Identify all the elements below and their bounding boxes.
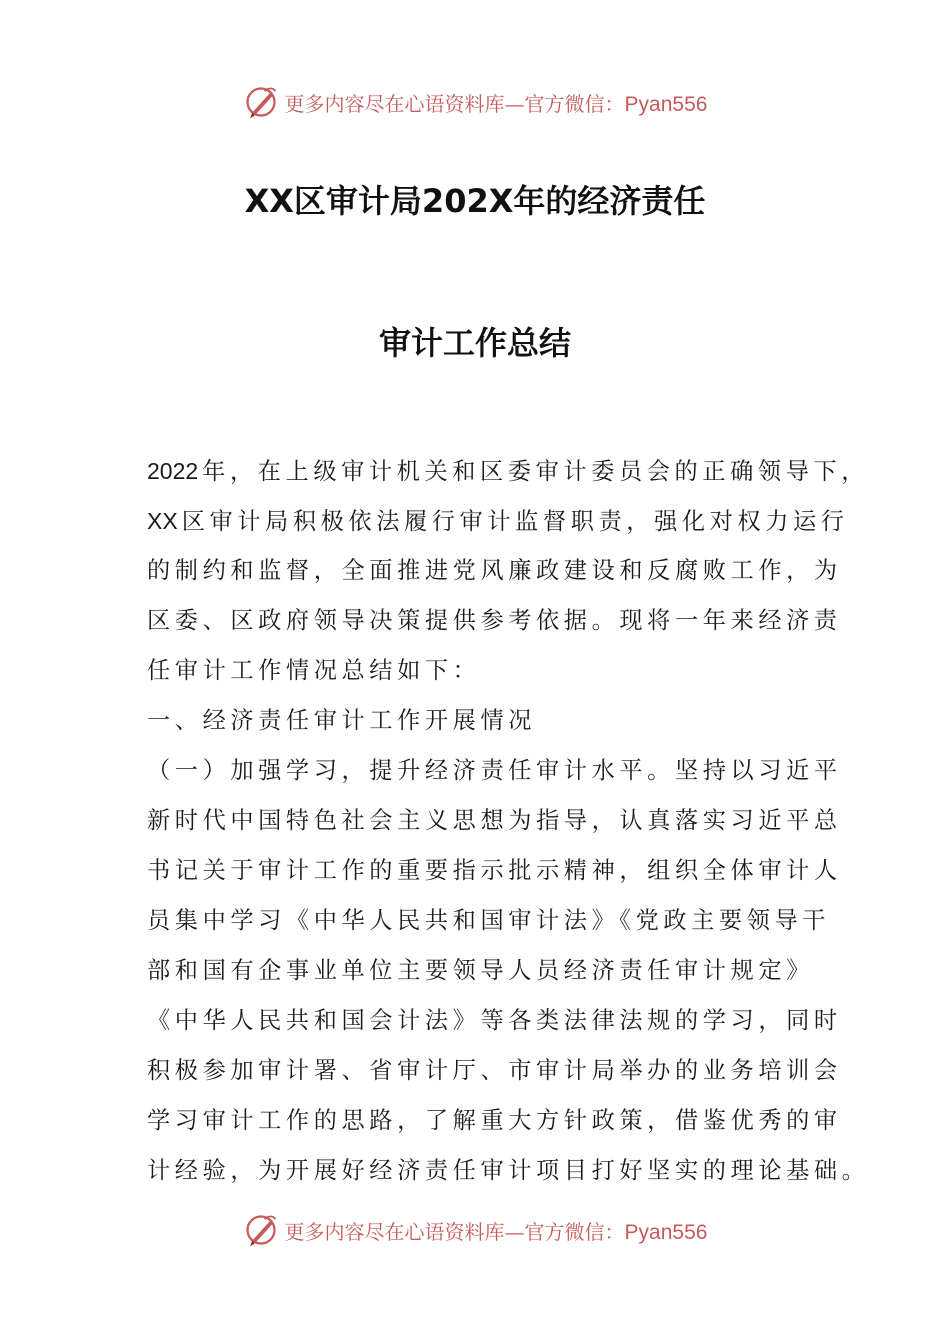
document-body [147, 446, 870, 1196]
body-line: 书记关于审计工作的重要指示批示精神，组织全体审计人 [147, 857, 842, 884]
pen-logo-icon [243, 84, 279, 120]
watermark-text: 更多内容尽在心语资料库—官方微信：Pyan556 [284, 1219, 708, 1244]
body-line: （一）加强学习，提升经济责任审计水平。坚持以习近平 [147, 757, 842, 784]
watermark-banner-bottom [0, 1208, 950, 1252]
watermark-text: 更多内容尽在心语资料库—官方微信：Pyan556 [284, 91, 708, 116]
body-line: 学习审计工作的思路，了解重大方针政策，借鉴优秀的审 [147, 1107, 842, 1134]
body-line: 2022 年，在上级审计机关和区委审计委员会的正确领导下， [147, 458, 870, 485]
body-line: 的制约和监督，全面推进党风廉政建设和反腐败工作，为 [147, 557, 842, 584]
body-line: 《中华人民共和国会计法》等各类法律法规的学习，同时 [147, 1007, 842, 1034]
body-line: 新时代中国特色社会主义思想为指导，认真落实习近平总 [147, 807, 842, 834]
body-line: 积极参加审计署、省审计厅、市审计局举办的业务培训会 [147, 1057, 842, 1084]
watermark-banner-top [0, 80, 950, 124]
body-line: 任审计工作情况总结如下： [147, 657, 481, 684]
page-title-line-2: 审计工作总结 [378, 324, 571, 362]
body-line: 计经验，为开展好经济责任审计项目打好坚实的理论基础。 [147, 1157, 870, 1184]
pen-logo-icon [243, 1212, 279, 1248]
body-line: 区委、区政府领导决策提供参考依据。现将一年来经济责 [147, 607, 842, 634]
body-line: 员集中学习《中华人民共和国审计法》《党政主要领导干 [147, 907, 831, 934]
section-heading: 一、经济责任审计工作开展情况 [147, 707, 537, 734]
page-title-line-1: XX区审计局202X年的经济责任 [244, 182, 706, 220]
body-line: XX 区审计局积极依法履行审计监督职责，强化对权力运行 [147, 508, 849, 535]
body-line: 部和国有企事业单位主要领导人员经济责任审计规定》 [147, 957, 814, 984]
